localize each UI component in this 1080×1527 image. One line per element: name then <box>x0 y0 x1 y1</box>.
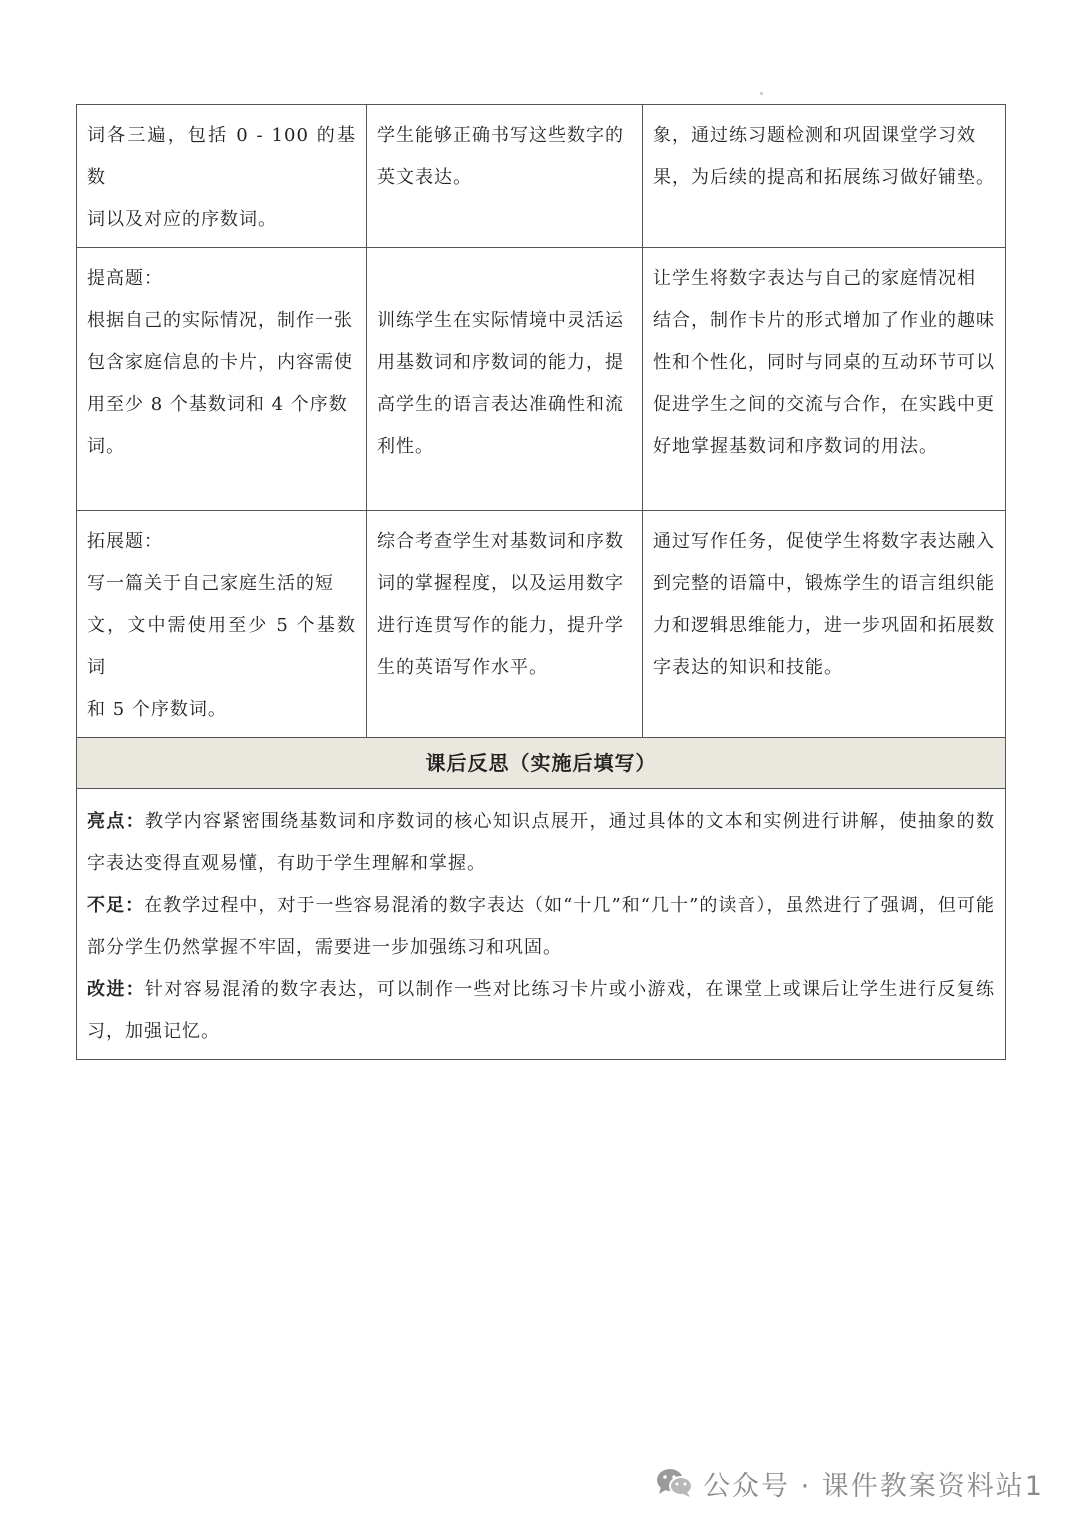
table-row <box>77 511 1006 738</box>
goal-cell: 学生能够正确书写这些数字的 英文表达。 <box>367 105 643 248</box>
goal-cell: 综合考查学生对基数词和序数 词的掌握程度，以及运用数字 进行连贯写作的能力，提升学 生的英语写作水平。 <box>367 511 643 738</box>
assignment-cell: 词各三遍，包括 0 - 100 的基数 词以及对应的序数词。 <box>77 105 367 248</box>
assignment-cell: 拓展题： 写一篇关于自己家庭生活的短 文，文中需使用至少 5 个基数词 和 5 个序数词。 <box>77 511 367 738</box>
reflection-row <box>77 789 1006 1060</box>
reflection-title: 课后反思（实施后填写） <box>77 738 1006 789</box>
watermark-text: 公众号 · 课件教案资料站1 <box>703 1470 1044 1502</box>
assignment-cell: 提高题： 根据自己的实际情况，制作一张 包含家庭信息的卡片，内容需使 用至少 8 个基数词和 4 个序数 词。 <box>77 248 367 511</box>
table-row <box>77 105 1006 248</box>
reflection-header-row <box>77 738 1006 789</box>
speck-mark <box>760 92 763 95</box>
reflection-improvement: 改进：针对容易混淆的数字表达，可以制作一些对比练习卡片或小游戏，在课堂上或课后让学生进行反复练习，加强记忆。 <box>87 979 996 1042</box>
wechat-icon <box>655 1467 693 1499</box>
goal-cell: 训练学生在实际情境中灵活运 用基数词和序数词的能力，提 高学生的语言表达准确性和流 利性。 <box>367 248 643 511</box>
design-intent-cell: 让学生将数字表达与自己的家庭情况相 结合，制作卡片的形式增加了作业的趣味 性和个性化，同时与同桌的互动环节可以 促进学生之间的交流与合作，在实践中更 好地掌握基数词和序数词的用法。 <box>643 248 1006 511</box>
table-row <box>77 248 1006 511</box>
reflection-highlight: 亮点：教学内容紧密围绕基数词和序数词的核心知识点展开，通过具体的文本和实例进行讲解，使抽象的数字表达变得直观易懂，有助于学生理解和掌握。 <box>87 811 996 874</box>
reflection-shortcoming: 不足：在教学过程中，对于一些容易混淆的数字表达（如“十几”和“几十”的读音），虽然进行了强调，但可能部分学生仍然掌握不牢固，需要进一步加强练习和巩固。 <box>87 895 995 958</box>
design-intent-cell: 通过写作任务，促使学生将数字表达融入 到完整的语篇中，锻炼学生的语言组织能 力和逻辑思维能力，进一步巩固和拓展数 字表达的知识和技能。 <box>643 511 1006 738</box>
homework-table <box>76 104 1006 1060</box>
watermark-footer <box>655 1463 1044 1503</box>
reflection-cell <box>77 789 1006 1060</box>
design-intent-cell: 象，通过练习题检测和巩固课堂学习效 果，为后续的提高和拓展练习做好铺垫。 <box>643 105 1006 248</box>
